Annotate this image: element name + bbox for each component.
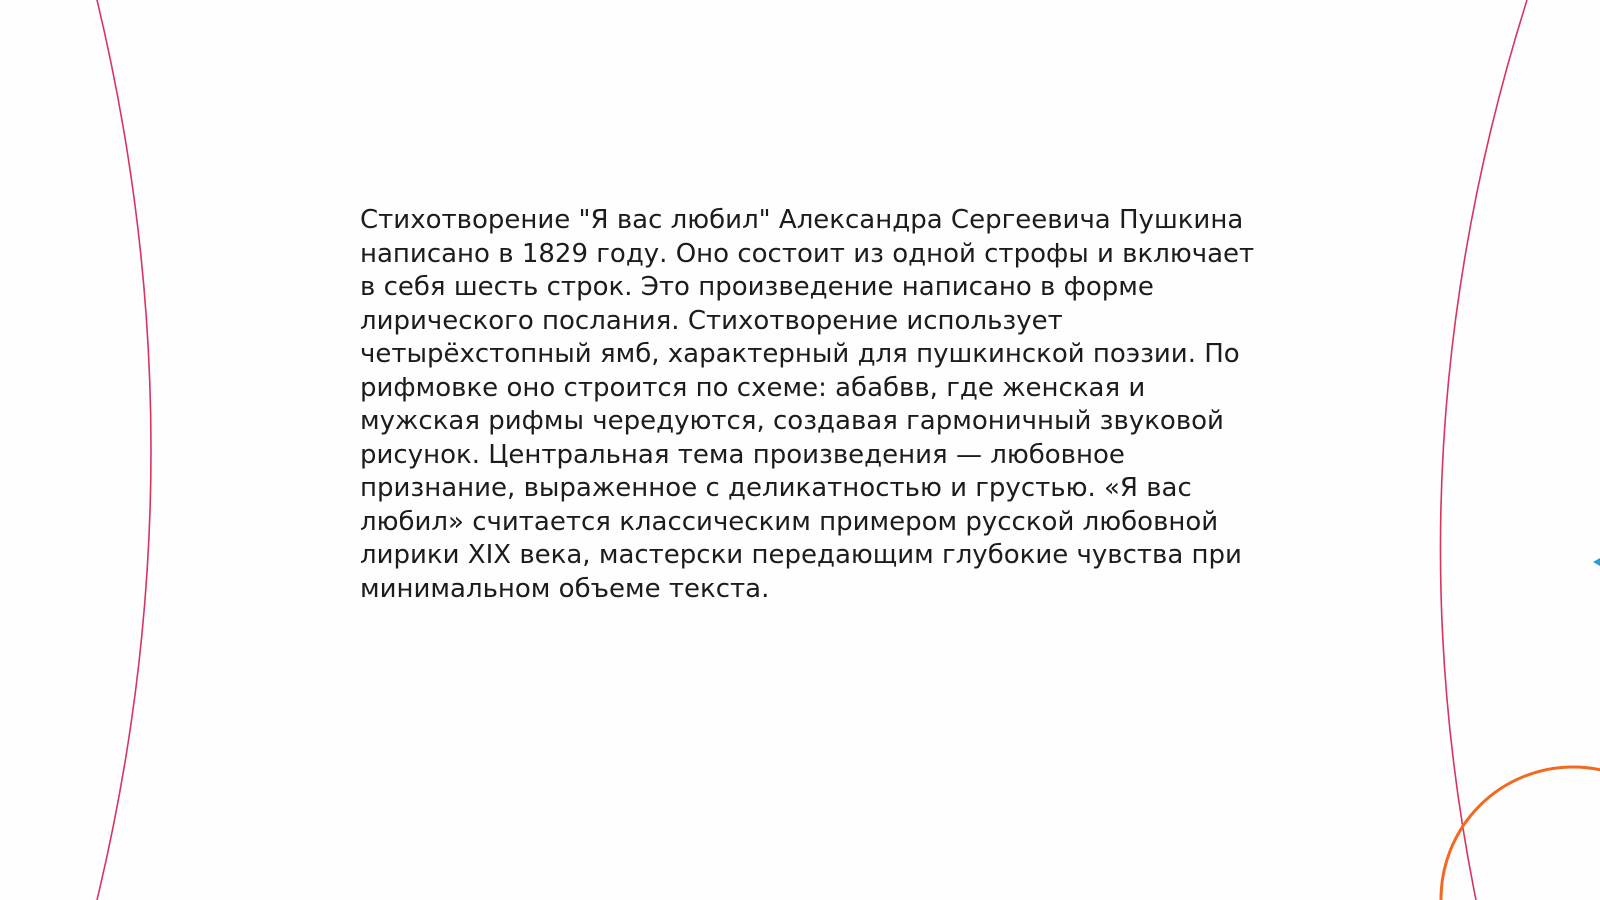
orange-ring <box>1441 767 1600 900</box>
paragraph-line: лирики XIX века, мастерски передающим глубокие чувства при <box>360 540 1242 570</box>
paragraph-line: в себя шесть строк. Это произведение написано в форме <box>360 272 1154 302</box>
paragraph-line: признание, выраженное с деликатностью и грустью. «Я вас <box>360 473 1192 503</box>
paragraph-line: минимальном объеме текста. <box>360 573 770 604</box>
paragraph-line: рифмовке оно строится по схеме: абабвв, где женская и <box>360 372 1146 403</box>
paragraph-line: любил» считается классическим примером русской любовной <box>360 506 1219 537</box>
blue-accent-mark <box>1593 558 1600 566</box>
paragraph-line: лирического послания. Стихотворение использует <box>360 305 1063 336</box>
left-arc-line <box>97 0 151 900</box>
body-paragraph <box>360 204 1260 606</box>
paragraph-line: написано в 1829 году. Оно состоит из одной строфы и включает <box>360 238 1255 269</box>
paragraph-line: четырёхстопный ямб, характерный для пушкинской поэзии. По <box>360 339 1240 369</box>
right-arc-line <box>1440 0 1527 900</box>
paragraph-line: рисунок. Центральная тема произведения — любовное <box>360 439 1125 470</box>
paragraph-line: Стихотворение "Я вас любил" Александра Сергеевича Пушкина <box>360 205 1244 235</box>
paragraph-line: мужская рифмы чередуются, создавая гармоничный звуковой <box>360 406 1224 436</box>
